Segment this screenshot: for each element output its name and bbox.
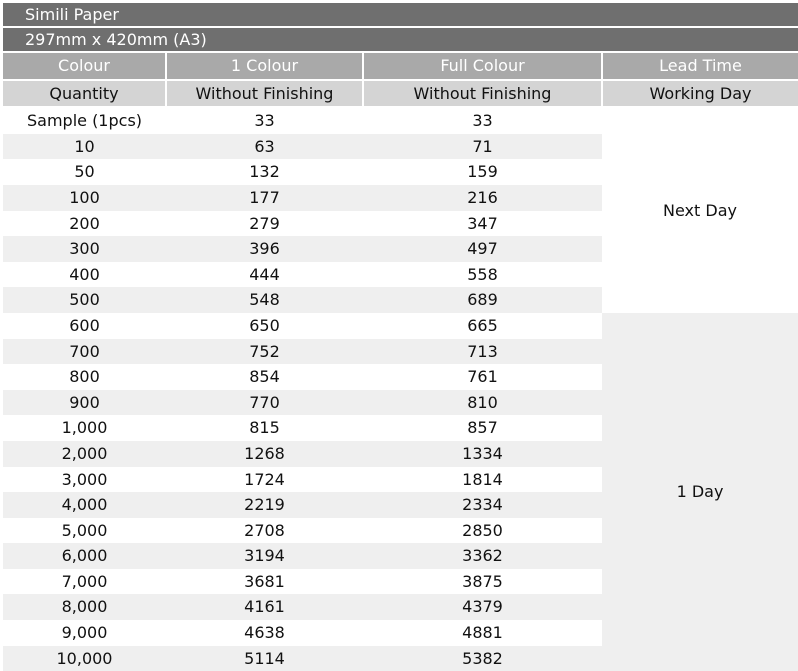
full-colour-price-cell: 2850	[363, 518, 602, 544]
one-colour-price-cell: 770	[166, 390, 363, 416]
quantity-cell: 600	[3, 313, 166, 339]
full-colour-price-cell: 713	[363, 339, 602, 365]
header-row-quantity	[3, 80, 798, 108]
one-colour-price-cell: 4161	[166, 594, 363, 620]
full-colour-price-cell: 33	[363, 107, 602, 134]
one-colour-price-cell: 444	[166, 262, 363, 288]
header-colour: Colour	[3, 53, 166, 80]
quantity-cell: 200	[3, 211, 166, 237]
quantity-cell: 50	[3, 159, 166, 185]
one-colour-price-cell: 177	[166, 185, 363, 211]
one-colour-price-cell: 396	[166, 236, 363, 262]
header-one-colour-finishing: Without Finishing	[166, 80, 363, 108]
lead-time-one-day: 1 Day	[602, 313, 798, 671]
full-colour-price-cell: 4379	[363, 594, 602, 620]
header-lead-time: Lead Time	[602, 53, 798, 80]
quantity-cell: 3,000	[3, 467, 166, 493]
table-row	[3, 107, 798, 134]
full-colour-price-cell: 558	[363, 262, 602, 288]
quantity-cell: Sample (1pcs)	[3, 107, 166, 134]
full-colour-price-cell: 857	[363, 415, 602, 441]
one-colour-price-cell: 815	[166, 415, 363, 441]
quantity-cell: 10,000	[3, 646, 166, 671]
one-colour-price-cell: 854	[166, 364, 363, 390]
quantity-cell: 500	[3, 287, 166, 313]
one-colour-price-cell: 650	[166, 313, 363, 339]
full-colour-price-cell: 3362	[363, 543, 602, 569]
quantity-cell: 2,000	[3, 441, 166, 467]
one-colour-price-cell: 63	[166, 134, 363, 160]
lead-time-next-day: Next Day	[602, 107, 798, 313]
price-table	[3, 53, 798, 671]
full-colour-price-cell: 4881	[363, 620, 602, 646]
quantity-cell: 100	[3, 185, 166, 211]
quantity-cell: 9,000	[3, 620, 166, 646]
one-colour-price-cell: 1724	[166, 467, 363, 493]
full-colour-price-cell: 159	[363, 159, 602, 185]
one-colour-price-cell: 752	[166, 339, 363, 365]
quantity-cell: 7,000	[3, 569, 166, 595]
one-colour-price-cell: 548	[166, 287, 363, 313]
full-colour-price-cell: 761	[363, 364, 602, 390]
header-full-colour-finishing: Without Finishing	[363, 80, 602, 108]
full-colour-price-cell: 216	[363, 185, 602, 211]
full-colour-price-cell: 810	[363, 390, 602, 416]
quantity-cell: 400	[3, 262, 166, 288]
quantity-cell: 800	[3, 364, 166, 390]
table-row	[3, 313, 798, 339]
one-colour-price-cell: 3194	[166, 543, 363, 569]
one-colour-price-cell: 1268	[166, 441, 363, 467]
full-colour-price-cell: 689	[363, 287, 602, 313]
quantity-cell: 10	[3, 134, 166, 160]
one-colour-price-cell: 4638	[166, 620, 363, 646]
one-colour-price-cell: 2219	[166, 492, 363, 518]
header-full-colour: Full Colour	[363, 53, 602, 80]
quantity-cell: 6,000	[3, 543, 166, 569]
one-colour-price-cell: 33	[166, 107, 363, 134]
quantity-cell: 8,000	[3, 594, 166, 620]
quantity-cell: 1,000	[3, 415, 166, 441]
full-colour-price-cell: 665	[363, 313, 602, 339]
full-colour-price-cell: 1334	[363, 441, 602, 467]
one-colour-price-cell: 279	[166, 211, 363, 237]
full-colour-price-cell: 2334	[363, 492, 602, 518]
header-quantity: Quantity	[3, 80, 166, 108]
one-colour-price-cell: 3681	[166, 569, 363, 595]
one-colour-price-cell: 2708	[166, 518, 363, 544]
quantity-cell: 4,000	[3, 492, 166, 518]
quantity-cell: 5,000	[3, 518, 166, 544]
quantity-cell: 300	[3, 236, 166, 262]
one-colour-price-cell: 132	[166, 159, 363, 185]
full-colour-price-cell: 3875	[363, 569, 602, 595]
paper-size-label: 297mm x 420mm (A3)	[3, 28, 798, 53]
table-title: Simili Paper	[3, 3, 798, 28]
header-working-day: Working Day	[602, 80, 798, 108]
quantity-cell: 700	[3, 339, 166, 365]
full-colour-price-cell: 71	[363, 134, 602, 160]
full-colour-price-cell: 5382	[363, 646, 602, 671]
full-colour-price-cell: 497	[363, 236, 602, 262]
full-colour-price-cell: 1814	[363, 467, 602, 493]
full-colour-price-cell: 347	[363, 211, 602, 237]
header-row-colour	[3, 53, 798, 80]
header-one-colour: 1 Colour	[166, 53, 363, 80]
one-colour-price-cell: 5114	[166, 646, 363, 671]
quantity-cell: 900	[3, 390, 166, 416]
